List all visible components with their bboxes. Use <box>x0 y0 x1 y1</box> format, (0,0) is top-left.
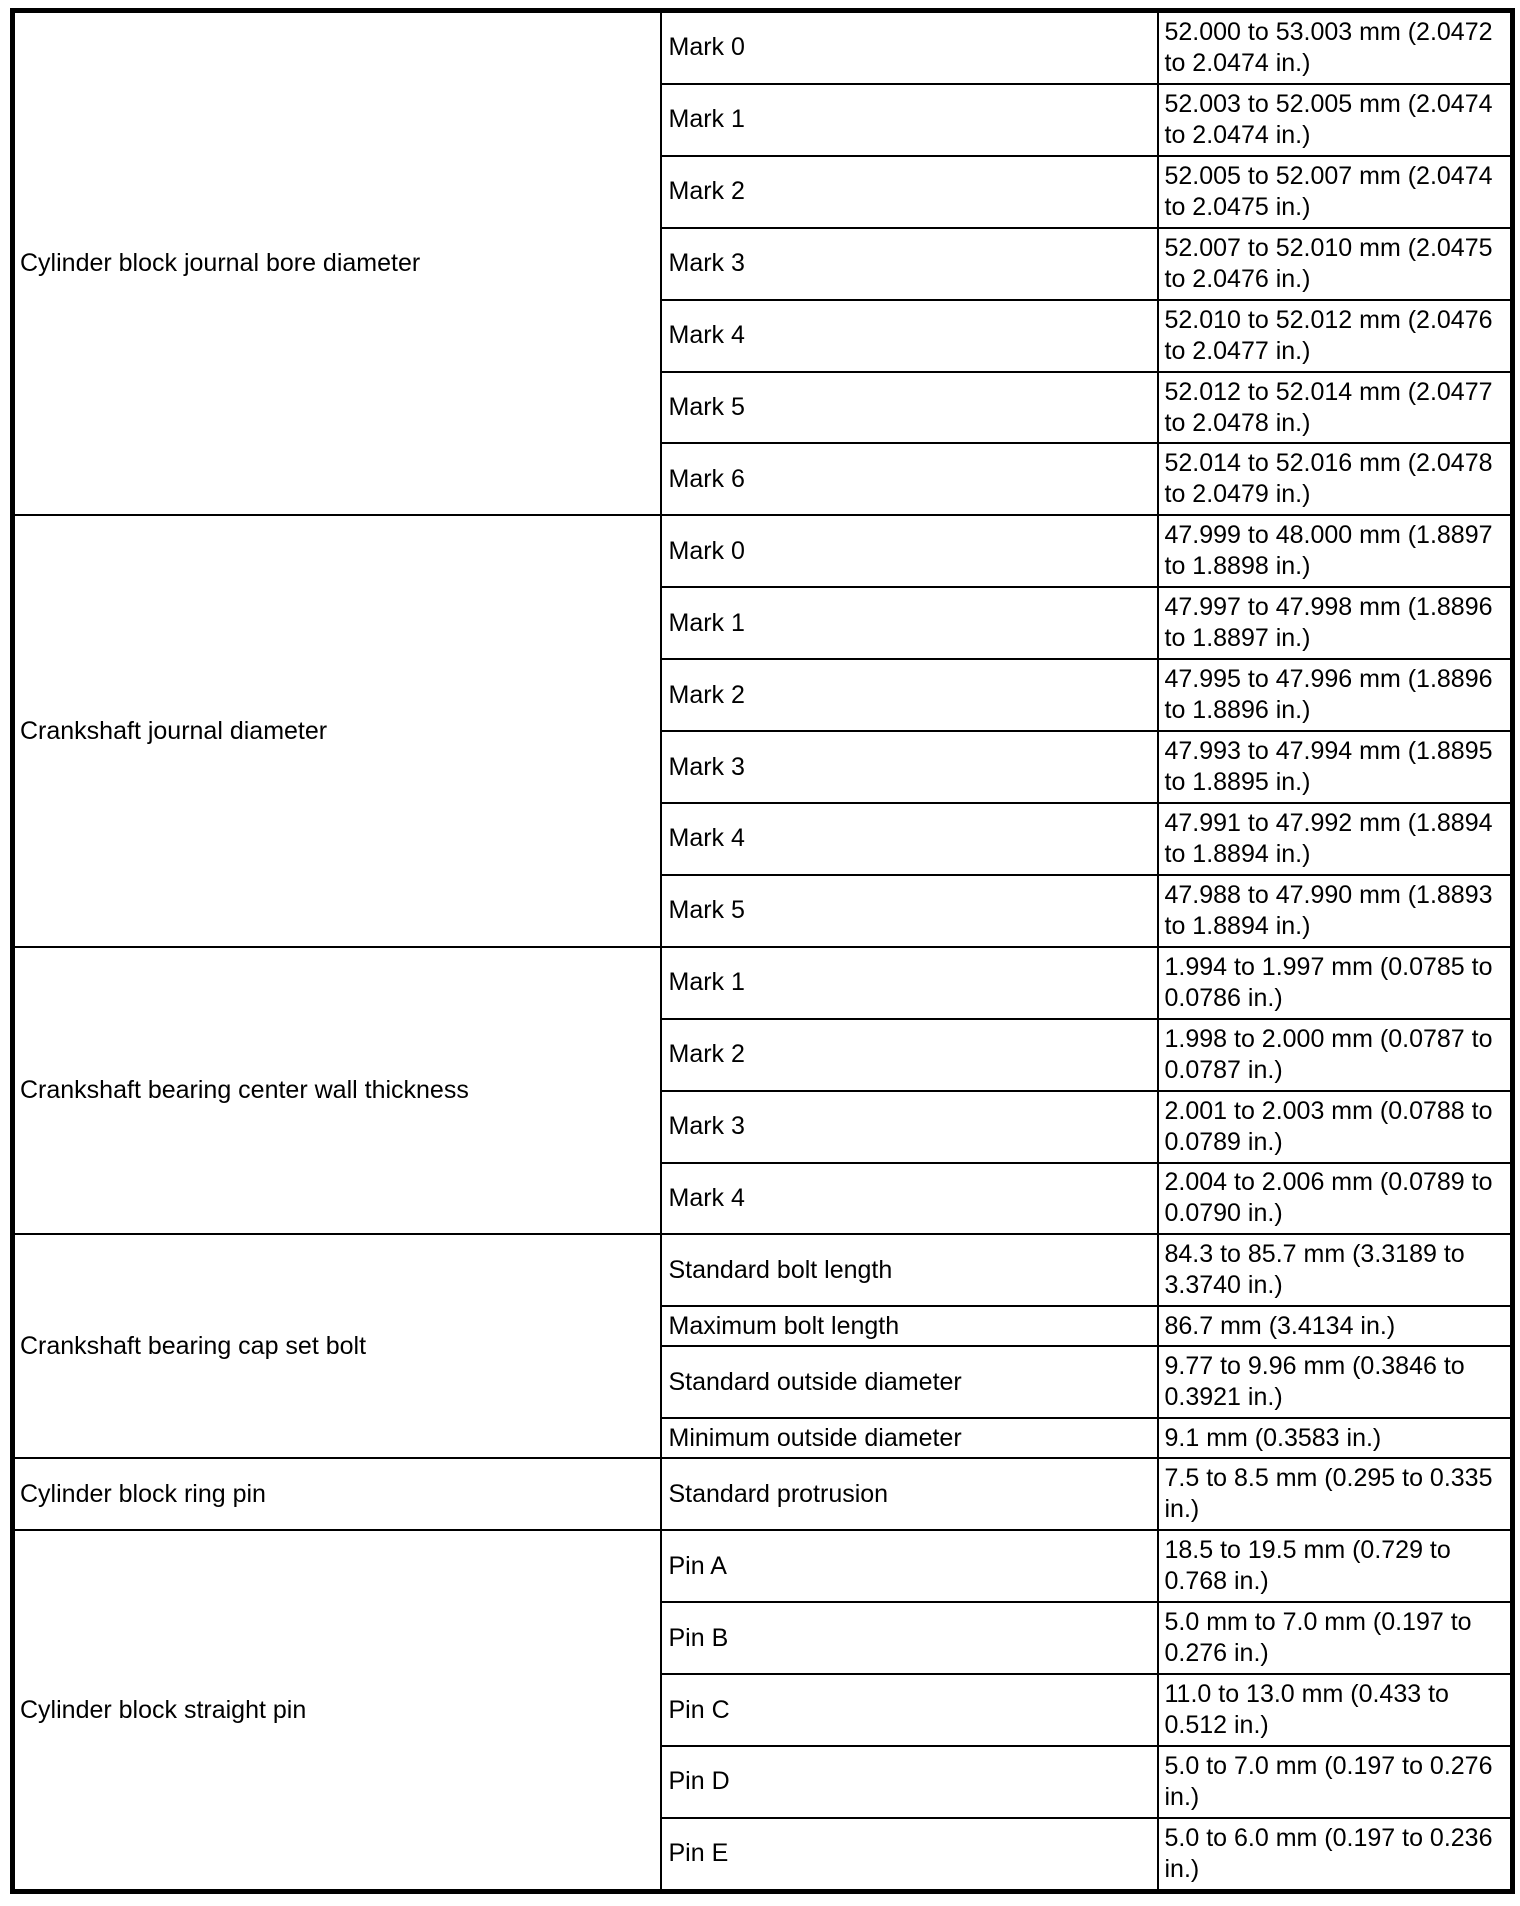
spec-value-cell: 47.999 to 48.000 mm (1.8897 to 1.8898 in.) <box>1158 515 1513 587</box>
spec-item-cell: Standard bolt length <box>661 1234 1158 1306</box>
spec-category-cell: Cylinder block ring pin <box>13 1458 661 1530</box>
spec-category-cell: Cylinder block journal bore diameter <box>13 11 661 516</box>
spec-value-cell: 52.007 to 52.010 mm (2.0475 to 2.0476 in.) <box>1158 228 1513 300</box>
spec-value-cell: 5.0 to 7.0 mm (0.197 to 0.276 in.) <box>1158 1746 1513 1818</box>
spec-value-cell: 2.004 to 2.006 mm (0.0789 to 0.0790 in.) <box>1158 1163 1513 1235</box>
spec-item-cell: Standard protrusion <box>661 1458 1158 1530</box>
spec-item-cell: Mark 2 <box>661 156 1158 228</box>
spec-item-cell: Mark 2 <box>661 659 1158 731</box>
spec-item-cell: Mark 5 <box>661 372 1158 444</box>
spec-value-cell: 5.0 mm to 7.0 mm (0.197 to 0.276 in.) <box>1158 1602 1513 1674</box>
spec-value-cell: 5.0 to 6.0 mm (0.197 to 0.236 in.) <box>1158 1818 1513 1892</box>
spec-item-cell: Pin B <box>661 1602 1158 1674</box>
spec-value-cell: 47.991 to 47.992 mm (1.8894 to 1.8894 in.) <box>1158 803 1513 875</box>
spec-item-cell: Mark 3 <box>661 1091 1158 1163</box>
spec-value-cell: 47.997 to 47.998 mm (1.8896 to 1.8897 in.) <box>1158 587 1513 659</box>
spec-item-cell: Mark 0 <box>661 515 1158 587</box>
spec-category-cell: Crankshaft journal diameter <box>13 515 661 946</box>
spec-value-cell: 1.998 to 2.000 mm (0.0787 to 0.0787 in.) <box>1158 1019 1513 1091</box>
spec-row <box>13 947 1513 1019</box>
spec-row <box>13 1458 1513 1530</box>
spec-category-cell: Cylinder block straight pin <box>13 1530 661 1891</box>
spec-value-cell: 52.003 to 52.005 mm (2.0474 to 2.0474 in.) <box>1158 84 1513 156</box>
spec-item-cell: Pin D <box>661 1746 1158 1818</box>
spec-item-cell: Mark 2 <box>661 1019 1158 1091</box>
spec-item-cell: Mark 3 <box>661 731 1158 803</box>
spec-category-cell: Crankshaft bearing cap set bolt <box>13 1234 661 1458</box>
spec-value-cell: 84.3 to 85.7 mm (3.3189 to 3.3740 in.) <box>1158 1234 1513 1306</box>
spec-value-cell: 47.993 to 47.994 mm (1.8895 to 1.8895 in.) <box>1158 731 1513 803</box>
spec-value-cell: 52.014 to 52.016 mm (2.0478 to 2.0479 in.) <box>1158 443 1513 515</box>
spec-item-cell: Mark 4 <box>661 803 1158 875</box>
spec-row <box>13 1530 1513 1602</box>
spec-category-cell: Crankshaft bearing center wall thickness <box>13 947 661 1235</box>
spec-value-cell: 11.0 to 13.0 mm (0.433 to 0.512 in.) <box>1158 1674 1513 1746</box>
spec-item-cell: Mark 3 <box>661 228 1158 300</box>
spec-item-cell: Mark 4 <box>661 300 1158 372</box>
spec-row <box>13 1234 1513 1306</box>
spec-row <box>13 11 1513 84</box>
spec-value-cell: 52.000 to 53.003 mm (2.0472 to 2.0474 in.) <box>1158 11 1513 84</box>
spec-item-cell: Mark 6 <box>661 443 1158 515</box>
spec-item-cell: Pin A <box>661 1530 1158 1602</box>
spec-value-cell: 52.010 to 52.012 mm (2.0476 to 2.0477 in.) <box>1158 300 1513 372</box>
spec-row <box>13 515 1513 587</box>
spec-item-cell: Pin E <box>661 1818 1158 1892</box>
spec-value-cell: 52.005 to 52.007 mm (2.0474 to 2.0475 in.) <box>1158 156 1513 228</box>
spec-item-cell: Mark 1 <box>661 84 1158 156</box>
spec-value-cell: 47.995 to 47.996 mm (1.8896 to 1.8896 in.) <box>1158 659 1513 731</box>
spec-item-cell: Minimum outside diameter <box>661 1418 1158 1458</box>
spec-item-cell: Mark 0 <box>661 11 1158 84</box>
spec-item-cell: Maximum bolt length <box>661 1306 1158 1346</box>
spec-value-cell: 52.012 to 52.014 mm (2.0477 to 2.0478 in.) <box>1158 372 1513 444</box>
spec-item-cell: Mark 1 <box>661 587 1158 659</box>
spec-value-cell: 2.001 to 2.003 mm (0.0788 to 0.0789 in.) <box>1158 1091 1513 1163</box>
spec-value-cell: 47.988 to 47.990 mm (1.8893 to 1.8894 in.) <box>1158 875 1513 947</box>
spec-item-cell: Standard outside diameter <box>661 1346 1158 1418</box>
spec-value-cell: 1.994 to 1.997 mm (0.0785 to 0.0786 in.) <box>1158 947 1513 1019</box>
spec-value-cell: 18.5 to 19.5 mm (0.729 to 0.768 in.) <box>1158 1530 1513 1602</box>
spec-value-cell: 7.5 to 8.5 mm (0.295 to 0.335 in.) <box>1158 1458 1513 1530</box>
spec-item-cell: Mark 5 <box>661 875 1158 947</box>
spec-value-cell: 9.77 to 9.96 mm (0.3846 to 0.3921 in.) <box>1158 1346 1513 1418</box>
specifications-table <box>10 8 1515 1894</box>
spec-item-cell: Pin C <box>661 1674 1158 1746</box>
spec-item-cell: Mark 4 <box>661 1163 1158 1235</box>
spec-value-cell: 86.7 mm (3.4134 in.) <box>1158 1306 1513 1346</box>
spec-item-cell: Mark 1 <box>661 947 1158 1019</box>
spec-value-cell: 9.1 mm (0.3583 in.) <box>1158 1418 1513 1458</box>
spec-table-body <box>13 11 1513 1892</box>
